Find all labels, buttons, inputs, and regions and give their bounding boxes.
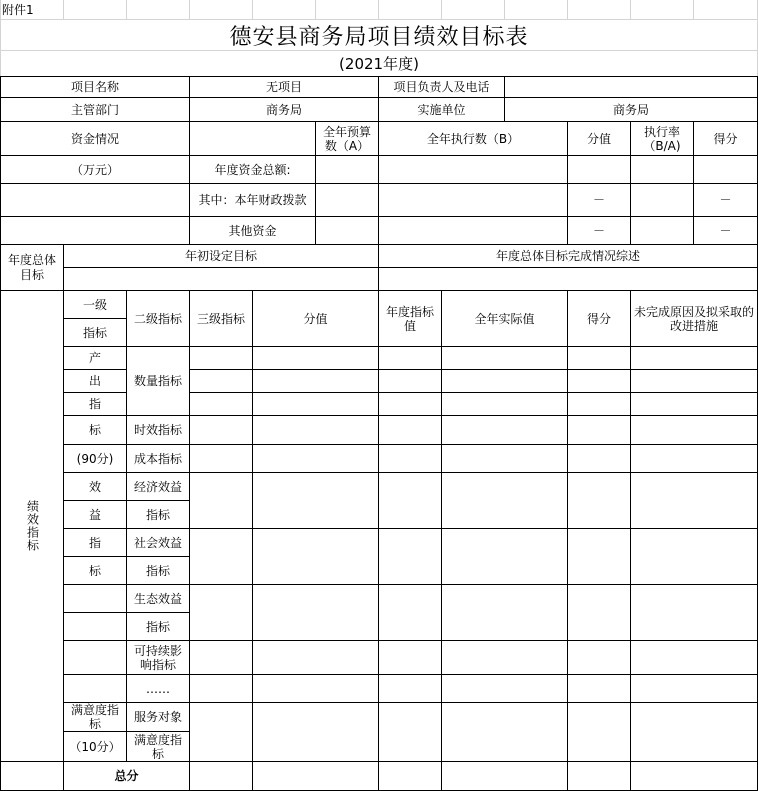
reason-cell[interactable] [630,528,758,585]
reason-cell[interactable] [630,472,758,529]
points-cell[interactable] [567,640,631,675]
cost-indicator: 成本指标 [126,444,190,473]
level3-cell[interactable] [189,444,253,473]
points-cell[interactable] [567,528,631,585]
gridline [126,0,127,19]
score-cell[interactable] [252,346,379,370]
annual-value-cell[interactable] [378,346,442,370]
level3-cell[interactable] [189,346,253,370]
total-points-cell[interactable] [693,155,758,184]
reason-cell[interactable] [630,444,758,473]
points-cell[interactable] [567,674,631,703]
annual-value-cell[interactable] [378,369,442,393]
points-cell[interactable] [567,346,631,370]
total-exec-cell[interactable] [378,155,568,184]
actual-value-cell[interactable] [441,392,568,416]
level3-header: 三级指标 [189,290,253,347]
reason-cell[interactable] [630,392,758,416]
actual-value-cell[interactable] [441,584,568,641]
out-char-4: 标 [63,415,127,445]
impl-value[interactable]: 商务局 [504,97,758,122]
level3-cell[interactable] [189,415,253,445]
funds-label: 资金情况 [0,121,190,156]
reason-cell[interactable] [630,346,758,370]
points-cell[interactable] [567,702,631,762]
level1-blank-3 [63,640,127,675]
actual-value-cell[interactable] [441,415,568,445]
annual-value-cell[interactable] [378,674,442,703]
timeliness-indicator: 时效指标 [126,415,190,445]
score-cell[interactable] [252,702,379,762]
quantity-indicator: 数量指标 [126,346,190,416]
gridline [630,0,631,19]
initial-goal-header: 年初设定目标 [63,244,379,268]
budget-header: 全年预算数（A） [315,121,379,156]
gridline [189,0,190,19]
goal-summary-header: 年度总体目标完成情况综述 [378,244,758,268]
economic-indicator-b: 指标 [126,500,190,529]
level1-blank-4 [63,674,127,703]
satisfaction-weight: （10分） [63,731,127,762]
score-cell[interactable] [252,584,379,641]
funds-blank-left-2 [0,216,190,245]
rate-header: 执行率（B/A) [630,121,694,156]
points-col-header: 得分 [567,290,631,347]
out-weight: (90分) [63,444,127,473]
actual-value-cell[interactable] [441,369,568,393]
owner-value[interactable] [504,76,758,98]
score-header: 分值 [567,121,631,156]
gridline [567,0,568,19]
sustain-indicator: 可持续影响指标 [126,640,190,675]
funds-blank-left [0,183,190,217]
reason-cell[interactable] [630,674,758,703]
total-reason-cell[interactable] [630,761,758,791]
eco-indicator-a: 生态效益 [126,584,190,613]
level1-header-a: 一级 [63,290,127,319]
total-budget-cell[interactable] [315,155,379,184]
funds-blank[interactable] [189,121,316,156]
social-indicator-b: 指标 [126,556,190,585]
fiscal-budget-cell[interactable] [315,183,379,217]
score-col-header: 分值 [252,290,379,347]
page-subtitle: (2021年度) [339,54,419,73]
other-rate-cell[interactable] [630,216,694,245]
out-char-1: 产 [63,346,127,370]
owner-label: 项目负责人及电话 [378,76,505,98]
actual-value-cell[interactable] [441,444,568,473]
satisfaction-level2: 满意度指标 [126,731,190,762]
other-score-dash: － [567,216,631,245]
attachment-label: 附件1 [2,3,34,17]
reason-cell[interactable] [630,640,758,675]
actual-value-header: 全年实际值 [441,290,568,347]
points-cell[interactable] [567,472,631,529]
total-annual-cell[interactable] [378,761,442,791]
fiscal-rate-cell[interactable] [630,183,694,217]
points-cell[interactable] [567,392,631,416]
eff-char-4: 标 [63,556,127,585]
gridline [378,0,379,19]
other-budget-cell[interactable] [315,216,379,245]
score-cell[interactable] [252,472,379,529]
level3-cell[interactable] [189,392,253,416]
initial-goal-content[interactable] [63,267,379,291]
reason-header: 未完成原因及拟采取的改进措施 [630,290,758,347]
gridline [252,0,253,19]
score-cell[interactable] [252,392,379,416]
service-target: 服务对象 [126,702,190,732]
goal-summary-content[interactable] [378,267,758,291]
total-score-label: 总分 [63,761,190,791]
total-funds-label: 年度资金总额: [189,155,316,184]
project-name-label: 项目名称 [0,76,190,98]
points-cell[interactable] [567,369,631,393]
impl-label: 实施单位 [378,97,505,122]
fiscal-points-dash: － [693,183,758,217]
out-char-2: 出 [63,369,127,393]
annual-value-cell[interactable] [378,640,442,675]
annual-value-cell[interactable] [378,415,442,445]
ellipsis-indicator: …… [126,674,190,703]
total-rate-cell[interactable] [630,155,694,184]
total-row-level1-blank [0,761,64,791]
eff-char-2: 益 [63,500,127,529]
other-funds-label: 其他资金 [189,216,316,245]
level3-cell[interactable] [189,369,253,393]
funds-unit: （万元） [0,155,190,184]
level3-cell[interactable] [189,528,253,585]
score-cell[interactable] [252,674,379,703]
satisfaction-level1: 满意度指标 [63,702,127,732]
level3-cell[interactable] [189,584,253,641]
exec-header: 全年执行数（B） [378,121,568,156]
dept-value[interactable]: 商务局 [189,97,379,122]
reason-cell[interactable] [630,415,758,445]
points-cell[interactable] [567,584,631,641]
actual-value-cell[interactable] [441,702,568,762]
reason-cell[interactable] [630,584,758,641]
gridline [693,0,694,19]
score-cell[interactable] [252,369,379,393]
level3-cell[interactable] [189,702,253,762]
total-level3-cell[interactable] [189,761,253,791]
annual-value-cell[interactable] [378,584,442,641]
score-cell[interactable] [252,640,379,675]
actual-value-cell[interactable] [441,674,568,703]
annual-value-cell[interactable] [378,472,442,529]
level1-blank-2 [63,612,127,641]
points-header: 得分 [693,121,758,156]
eff-char-3: 指 [63,528,127,557]
actual-value-cell[interactable] [441,346,568,370]
level2-header: 二级指标 [126,290,190,347]
total-actual-cell[interactable] [441,761,568,791]
level1-blank-1 [63,584,127,613]
reason-cell[interactable] [630,702,758,762]
actual-value-cell[interactable] [441,528,568,585]
score-cell[interactable] [252,444,379,473]
dept-label: 主管部门 [0,97,190,122]
annual-value-cell[interactable] [378,528,442,585]
score-cell[interactable] [252,415,379,445]
level1-header-b: 指标 [63,318,127,347]
social-indicator-a: 社会效益 [126,528,190,557]
actual-value-cell[interactable] [441,472,568,529]
fiscal-label: 其中：本年财政拨款 [189,183,316,217]
points-cell[interactable] [567,415,631,445]
economic-indicator-a: 经济效益 [126,472,190,501]
out-char-3: 指 [63,392,127,416]
gridline [504,0,505,19]
annual-value-header: 年度指标值 [378,290,442,347]
level3-cell[interactable] [189,640,253,675]
annual-goal-label: 年度总体目标 [0,244,64,291]
points-cell[interactable] [567,444,631,473]
perf-section-text: 绩效指标 [25,500,40,552]
actual-value-cell[interactable] [441,640,568,675]
total-score-cell-bottom[interactable] [252,761,379,791]
fiscal-exec-cell[interactable] [378,183,568,217]
level3-cell[interactable] [189,674,253,703]
annual-value-cell[interactable] [378,444,442,473]
project-name-value[interactable]: 无项目 [189,76,379,98]
page-title: 德安县商务局项目绩效目标表 [229,24,529,50]
gridline [63,0,64,19]
perf-section-label [0,290,64,762]
other-exec-cell[interactable] [378,216,568,245]
eff-char-1: 效 [63,472,127,501]
total-points-cell-bottom[interactable] [567,761,631,791]
eco-indicator-b: 指标 [126,612,190,641]
gridline [315,0,316,19]
gridline [441,0,442,19]
annual-value-cell[interactable] [378,702,442,762]
fiscal-score-dash: － [567,183,631,217]
reason-cell[interactable] [630,369,758,393]
score-cell[interactable] [252,528,379,585]
total-score-cell[interactable] [567,155,631,184]
level3-cell[interactable] [189,472,253,529]
other-points-dash: － [693,216,758,245]
annual-value-cell[interactable] [378,392,442,416]
